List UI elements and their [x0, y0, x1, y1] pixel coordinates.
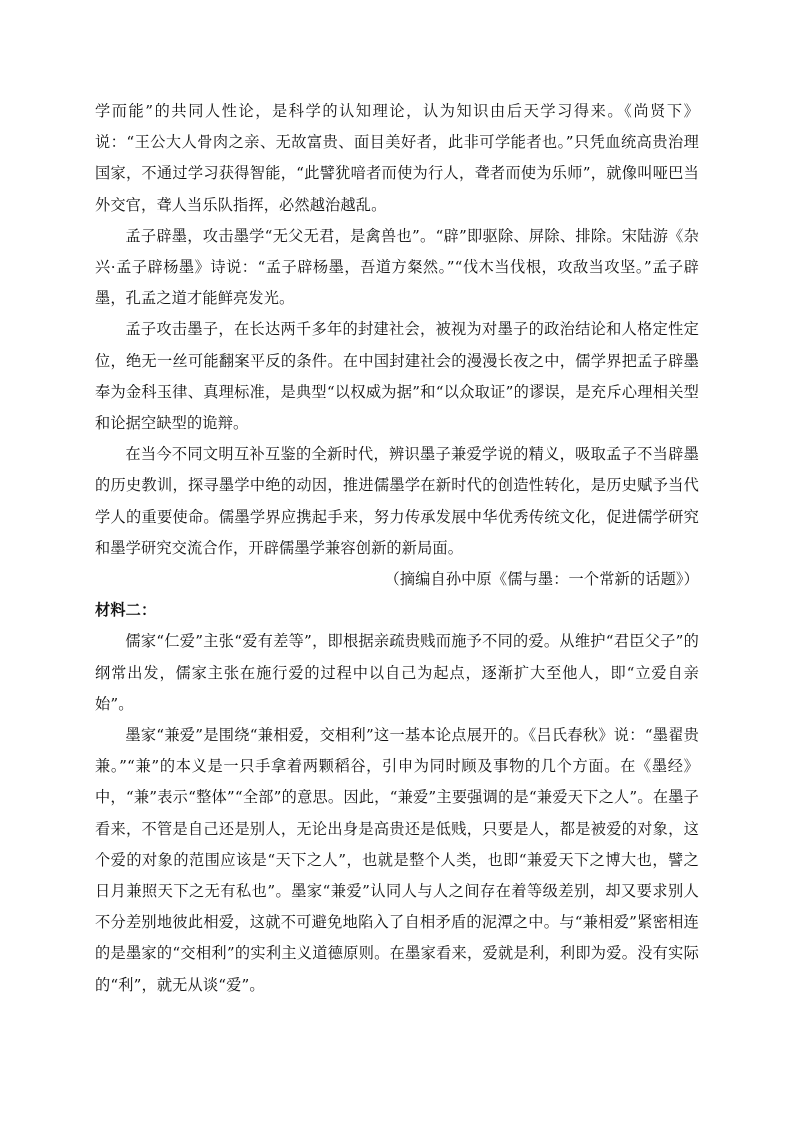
paragraph-3: 孟子攻击墨子，在长达两千多年的封建社会，被视为对墨子的政治结论和人格定性定位，绝无一丝可能翻案平反的条件。在中国封建社会的漫漫长夜之中，儒学界把孟子辟墨奉为金科玉律、真理标准，是典型“以权威为据”和“以众取证”的谬误，是充斥心理相关型和论据空缺型的诡辩。 [95, 320, 699, 433]
document-page [95, 96, 699, 1001]
paragraph-6: 墨家“兼爱”是围绕“兼相爱，交相利”这一基本论点展开的。《吕氏春秋》说：“墨翟贵兼。”“兼”的本义是一只手拿着两颗稻谷，引申为同时顾及事物的几个方面。在《墨经》中，“兼”表示“整体”“全部”的意思。因此，“兼爱”主要强调的是“兼爱天下之人”。在墨子看来，不管是自己还是别人，无论出身是高贵还是低贱，只要是人，都是被爱的对象，这个爱的对象的范围应该是“天下之人”，也就是整个人类，也即“兼爱天下之博大也，譬之日月兼照天下之无有私也”。墨家“兼爱”认同人与人之间存在着等级差别，却又要求别人不分差别地彼此相爱，这就不可避免地陷入了自相矛盾的泥潭之中。与“兼相爱”紧密相连的是墨家的“交相利”的实利主义道德原则。在墨家看来，爱就是利，利即为爱。没有实际的“利”，就无从谈“爱”。 [95, 726, 699, 994]
paragraph-4: 在当今不同文明互补互鉴的全新时代，辨识墨子兼爱学说的精义，吸取孟子不当辟墨的历史教训，探寻墨学中绝的动因，推进儒墨学在新时代的创造性转化，是历史赋予当代学人的重要使命。儒墨学界应携起手来，努力传承发展中华优秀传统文化，促进儒学研究和墨学研究交流合作，开辟儒墨学兼容创新的新局面。 [95, 445, 699, 557]
paragraph-1: 学而能”的共同人性论，是科学的认知理论，认为知识由后天学习得来。《尚贤下》说：“王公大人骨肉之亲、无故富贵、面目美好者，此非可学能者也。”只凭血统高贵治理国家，不通过学习获得智能，“此譬犹喑者而使为行人，聋者而使为乐师”，就像叫哑巴当外交官，聋人当乐队指挥，必然越治越乱。 [95, 102, 699, 214]
paragraph-5: 儒家“仁爱”主张“爱有差等”，即根据亲疏贵贱而施予不同的爱。从维护“君臣父子”的纲常出发，儒家主张在施行爱的过程中以自己为起点，逐渐扩大至他人，即“立爱自亲始”。 [95, 632, 699, 713]
source-citation: （摘编自孙中原《儒与墨：一个常新的话题》） [384, 570, 699, 589]
material-two-heading: 材料二： [95, 601, 157, 620]
paragraph-2: 孟子辟墨，攻击墨学“无父无君，是禽兽也”。“辟”即驱除、屏除、排除。宋陆游《杂兴·孟子辟杨墨》诗说：“孟子辟杨墨，吾道方粲然。”“伐木当伐根，攻敌当攻坚。”孟子辟墨，孔孟之道才能鲜亮发光。 [95, 226, 699, 308]
